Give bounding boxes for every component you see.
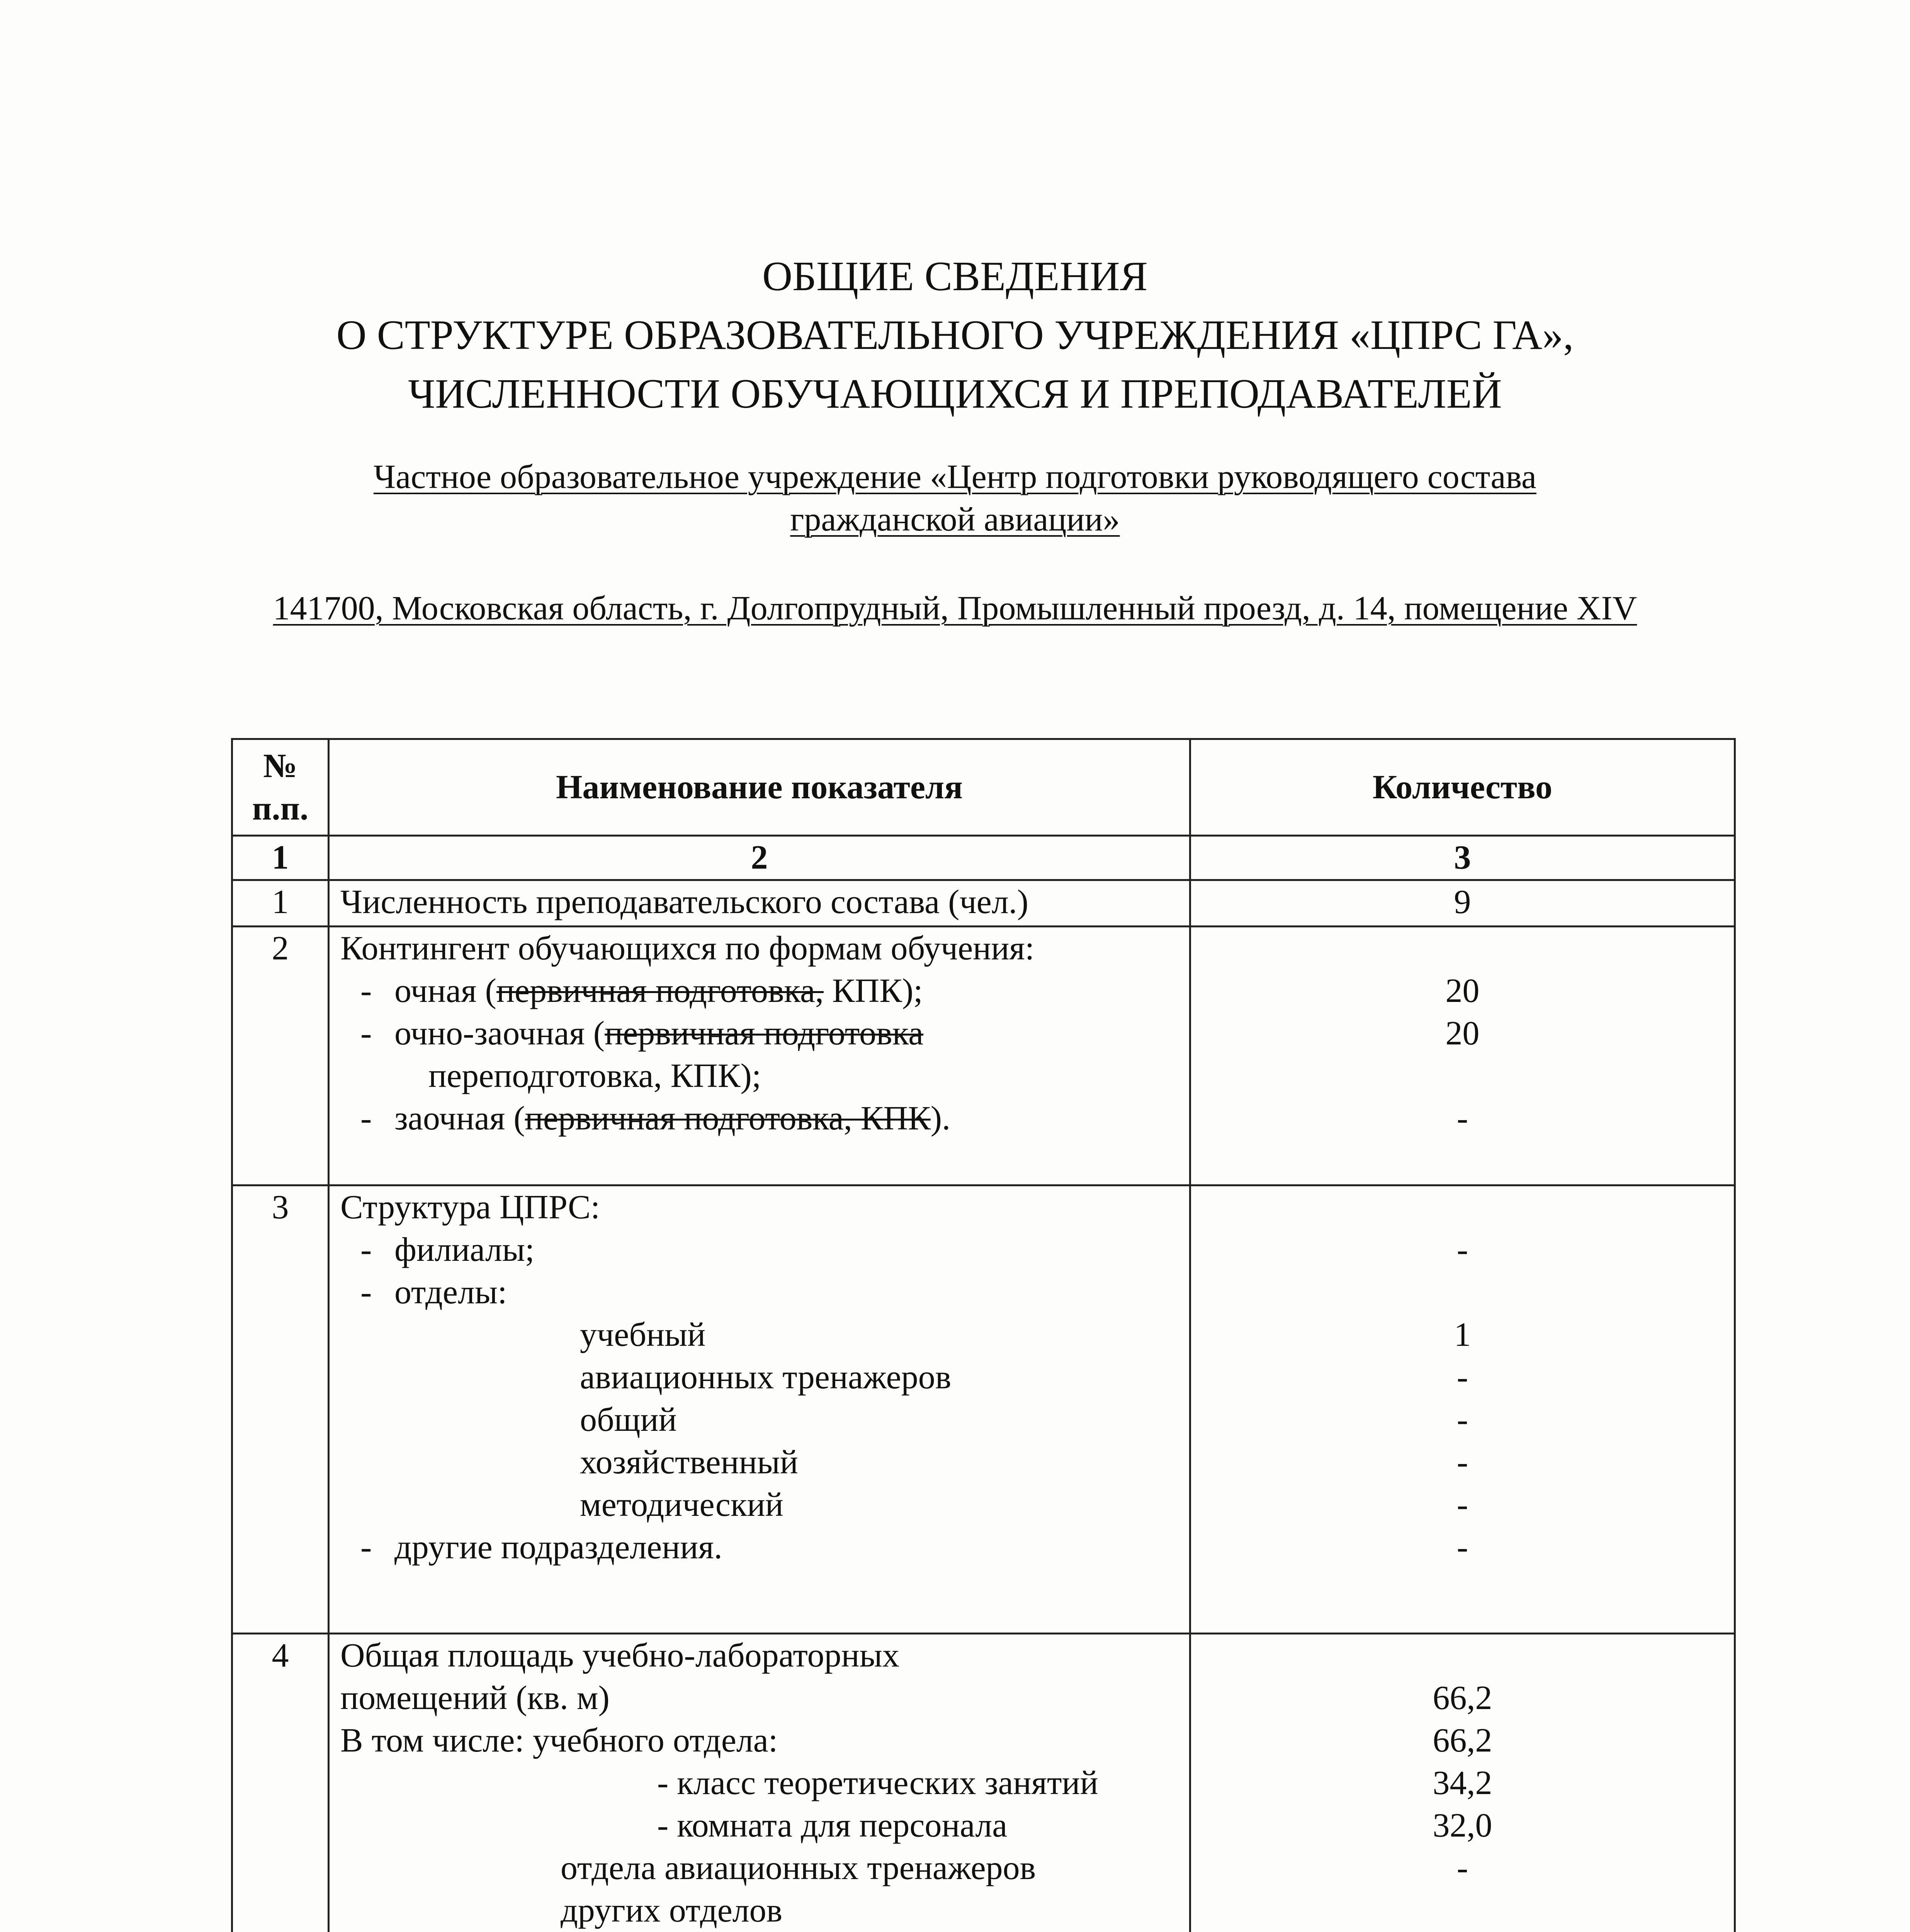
item-text: очная ( (394, 972, 496, 1010)
row-qty-cell (1190, 1185, 1735, 1634)
department-item: авиационных тренажеров (580, 1359, 952, 1396)
list-item: - другие подразделения. (340, 1526, 1178, 1569)
qty-value: - (1456, 1529, 1468, 1566)
spacer (1202, 1634, 1723, 1677)
row-name: Контингент обучающихся по формам обучения: (340, 930, 1035, 967)
title-line-1: ОБЩИЕ СВЕДЕНИЯ (762, 253, 1148, 299)
qty-value: - (1456, 1359, 1468, 1396)
qty-value: 20 (1445, 972, 1480, 1010)
row-line: - класс теоретических занятий (657, 1764, 1098, 1802)
list-item (340, 1012, 1178, 1055)
qty-value: - (1456, 1486, 1468, 1524)
title-line-3: ЧИСЛЕННОСТИ ОБУЧАЮЩИХСЯ И ПРЕПОДАВАТЕЛЕЙ (408, 371, 1502, 417)
item-text: заочная ( (394, 1100, 525, 1137)
table-header-row (232, 739, 1735, 836)
address (0, 587, 1910, 630)
row-line: помещений (кв. м) (340, 1679, 610, 1717)
qty-value: - (1456, 1231, 1468, 1269)
row-qty: 9 (1190, 880, 1735, 927)
qty-value: 66,2 (1432, 1722, 1492, 1759)
indicators-table (231, 738, 1736, 1932)
row-line: В том числе: учебного отдела: (340, 1722, 778, 1759)
organization-line-2: гражданской авиации» (790, 501, 1120, 538)
row-name: Численность преподавательского состава (чел.) (329, 880, 1190, 927)
qty-value: 32,0 (1432, 1807, 1492, 1844)
qty-value: - (1456, 1100, 1468, 1137)
header-name: Наименование показателя (329, 739, 1190, 836)
item-text: очно-заочная ( (394, 1015, 605, 1052)
qty-value: 34,2 (1432, 1764, 1492, 1802)
row-number: 4 (232, 1634, 329, 1932)
list-item: - филиалы; (340, 1229, 1178, 1271)
list-item (340, 1097, 1178, 1140)
department-item: методический (580, 1486, 783, 1524)
header-num: № п.п. (232, 739, 329, 836)
row-line: других отделов (561, 1892, 783, 1929)
col-number-2: 2 (329, 836, 1190, 880)
organization-line-1: Частное образовательное учреждение «Центр подготовки руководящего состава (373, 458, 1537, 496)
qty-value: - (1456, 1401, 1468, 1439)
row-number: 3 (232, 1185, 329, 1634)
row-qty-cell (1190, 927, 1735, 1185)
qty-value: 1 (1454, 1316, 1471, 1354)
qty-value: - (1456, 1444, 1468, 1481)
qty-value: 66,2 (1432, 1679, 1492, 1717)
qty-value: 20 (1445, 1015, 1480, 1052)
row-number: 1 (232, 880, 329, 927)
department-item: хозяйственный (580, 1444, 798, 1481)
list-item: - отделы: (340, 1271, 1178, 1314)
address-line: 141700, Московская область, г. Долгопрудный, Промышленный проезд, д. 14, помещение XIV (273, 590, 1637, 627)
item-text: ). (930, 1100, 951, 1137)
header-qty: Количество (1190, 739, 1735, 836)
spacer (1202, 1055, 1723, 1097)
table-row (232, 1185, 1735, 1634)
row-name-cell (329, 927, 1190, 1185)
document-title (0, 247, 1910, 423)
spacer (1202, 927, 1723, 970)
col-number-1: 1 (232, 836, 329, 880)
spacer (1202, 1271, 1723, 1314)
col-number-3: 3 (1190, 836, 1735, 880)
item-text: КПК); (824, 972, 923, 1010)
table-row (232, 927, 1735, 1185)
row-name-cell (329, 1634, 1190, 1932)
row-line: - комната для персонала (657, 1807, 1008, 1844)
struck-text: первичная подготовка (605, 1015, 924, 1052)
table-row (232, 880, 1735, 927)
title-line-2: О СТРУКТУРЕ ОБРАЗОВАТЕЛЬНОГО УЧРЕЖДЕНИЯ «ЦПРС ГА», (336, 312, 1574, 358)
row-line: Общая площадь учебно-лабораторных (340, 1637, 899, 1674)
spacer (1202, 1186, 1723, 1229)
qty-value: - (1456, 1849, 1468, 1887)
department-item: учебный (580, 1316, 706, 1354)
column-number-row (232, 836, 1735, 880)
struck-text: первичная подготовка, КПК (525, 1100, 931, 1137)
list-item (340, 970, 1178, 1012)
department-item: общий (580, 1401, 677, 1439)
table-row (232, 1634, 1735, 1932)
row-name: Структура ЦПРС: (340, 1189, 600, 1226)
row-number: 2 (232, 927, 329, 1185)
row-name-cell (329, 1185, 1190, 1634)
organization-name (0, 456, 1910, 541)
row-qty-cell (1190, 1634, 1735, 1932)
list-item-continuation: переподготовка, КПК); (428, 1057, 761, 1095)
row-line: отдела авиационных тренажеров (561, 1849, 1036, 1887)
struck-text: первичная подготовка, (496, 972, 824, 1010)
